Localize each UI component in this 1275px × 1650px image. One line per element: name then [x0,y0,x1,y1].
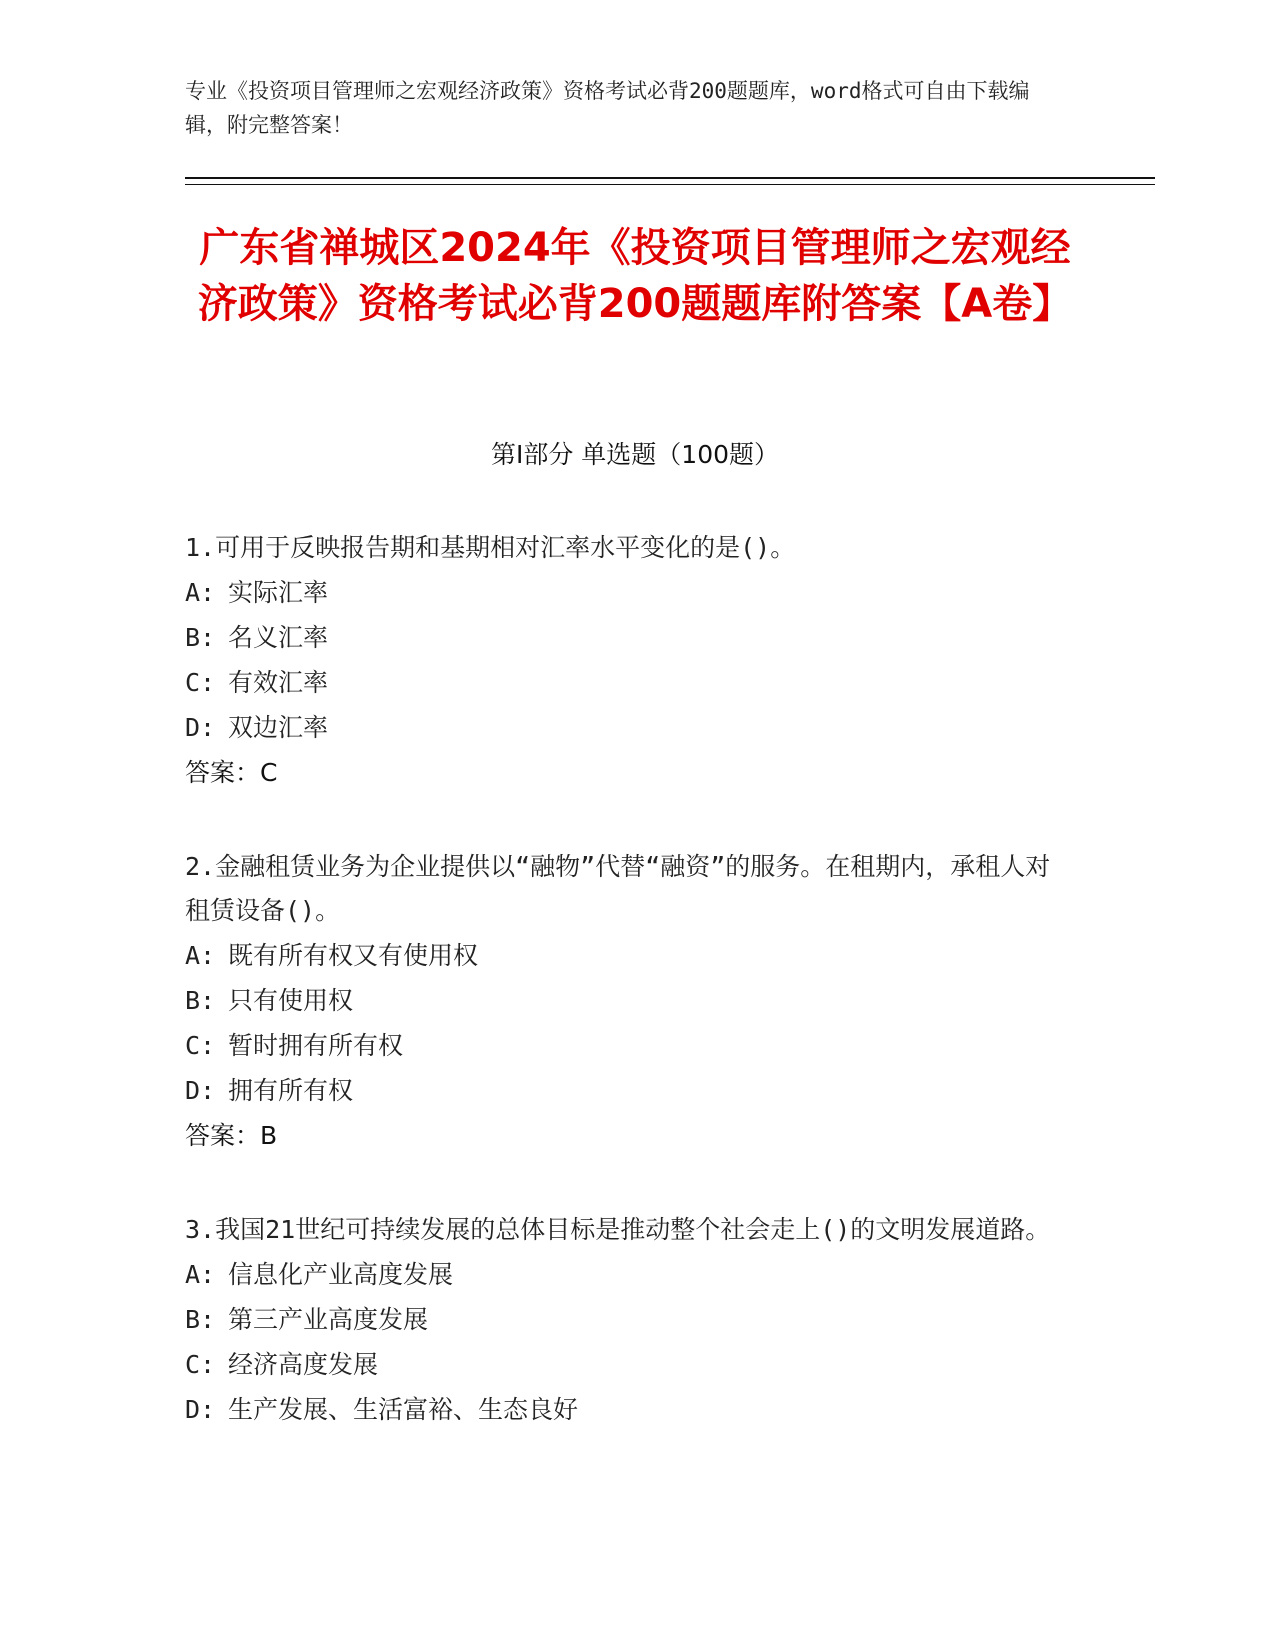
question-list [185,526,1065,1482]
option-d [185,705,1065,750]
option-text: 既有所有权又有使用权 [228,941,479,970]
option-letter: A: [185,1260,216,1289]
question-1 [185,526,1065,795]
header-divider-thin [185,184,1155,185]
option-letter: D: [185,1076,216,1105]
question-3 [185,1208,1065,1432]
option-b [185,978,1065,1023]
option-b [185,615,1065,660]
option-letter: C: [185,1350,216,1379]
section-heading: 第Ⅰ部分 单选题（100题） [490,440,780,469]
answer-line: 答案：C [185,758,278,787]
option-a [185,570,1065,615]
option-letter: A: [185,941,216,970]
option-text: 只有使用权 [228,986,354,1015]
option-a [185,1252,1065,1297]
option-letter: B: [185,1305,216,1334]
option-text: 双边汇率 [228,713,329,742]
document-title: 广东省禅城区2024年《投资项目管理师之宏观经济政策》资格考试必背200题题库附答案【A卷】 [197,225,1073,327]
question-2 [185,845,1065,1158]
option-letter: C: [185,1031,216,1060]
option-letter: D: [185,713,216,742]
option-c [185,660,1065,705]
option-letter: D: [185,1395,216,1424]
option-c [185,1342,1065,1387]
option-letter: B: [185,623,216,652]
option-text: 生产发展、生活富裕、生态良好 [228,1395,579,1424]
option-letter: C: [185,668,216,697]
option-text: 实际汇率 [228,578,329,607]
question-text: 2.金融租赁业务为企业提供以“融物”代替“融资”的服务。在租期内，承租人对租赁设备()。 [185,852,1051,925]
option-text: 信息化产业高度发展 [228,1260,454,1289]
option-d [185,1387,1065,1432]
option-text: 经济高度发展 [228,1350,379,1379]
option-b [185,1297,1065,1342]
option-text: 暂时拥有所有权 [228,1031,404,1060]
option-letter: A: [185,578,216,607]
answer-line: 答案：B [185,1121,278,1150]
option-text: 第三产业高度发展 [228,1305,429,1334]
option-text: 有效汇率 [228,668,329,697]
option-c [185,1023,1065,1068]
option-a [185,933,1065,978]
question-text: 1.可用于反映报告期和基期相对汇率水平变化的是()。 [185,533,796,562]
header-divider-thick [185,177,1155,179]
option-letter: B: [185,986,216,1015]
header-note: 专业《投资项目管理师之宏观经济政策》资格考试必背200题题库，word格式可自由下载编辑，附完整答案！ [185,79,1030,137]
question-text: 3.我国21世纪可持续发展的总体目标是推动整个社会走上()的文明发展道路。 [185,1215,1051,1244]
option-text: 名义汇率 [228,623,329,652]
option-text: 拥有所有权 [228,1076,354,1105]
option-d [185,1068,1065,1113]
